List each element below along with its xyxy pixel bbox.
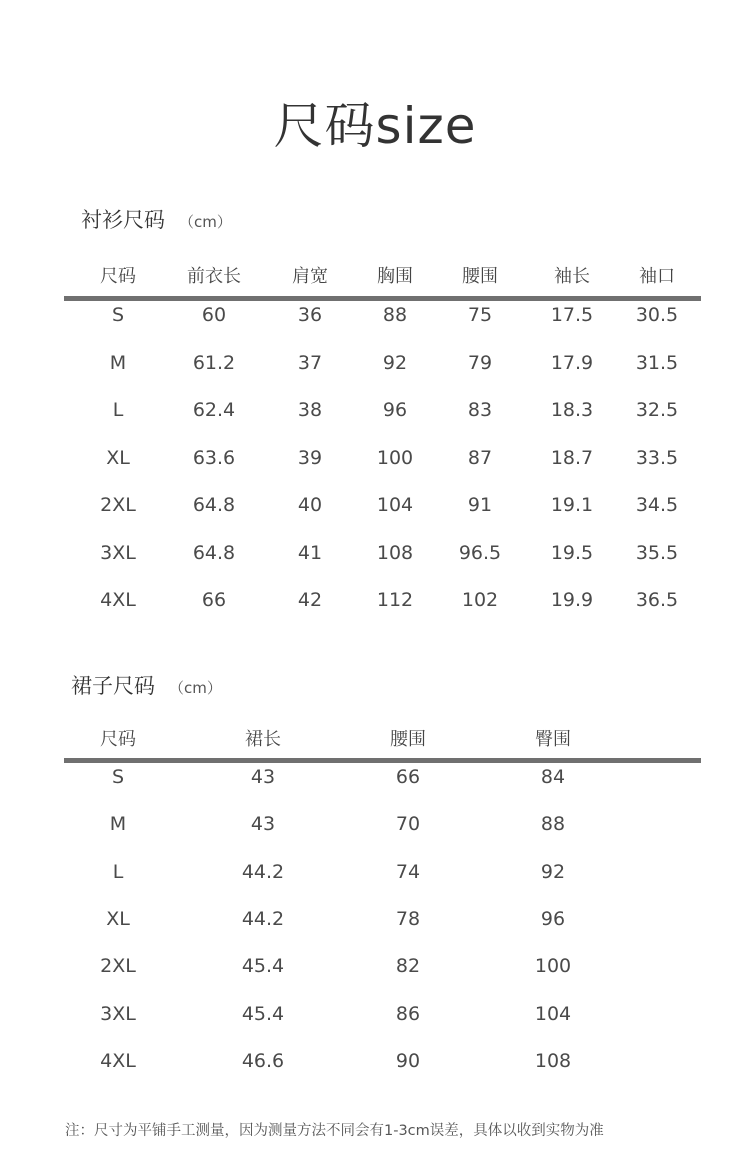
skirt-table-cell: 70 [395, 813, 421, 836]
shirt-table-cell: 112 [376, 589, 414, 611]
shirt-header-cell: 尺码 [100, 266, 136, 287]
shirt-title-text: 衬衫尺码 [81, 208, 165, 232]
shirt-table-cell: 39 [297, 446, 323, 469]
skirt-section-title [71, 670, 222, 700]
shirt-header-cell: 袖口 [639, 266, 675, 287]
shirt-table-cell: 41 [297, 541, 323, 564]
skirt-table-cell: M [109, 813, 127, 836]
shirt-table-cell: 64.8 [192, 541, 236, 564]
skirt-header-divider [64, 758, 701, 763]
shirt-table-cell: 19.1 [550, 494, 594, 516]
skirt-table-cell: 43 [250, 766, 276, 788]
skirt-table-cell: 90 [395, 1049, 421, 1072]
shirt-table-cell: 61.2 [192, 351, 236, 374]
skirt-table-cell: 46.6 [241, 1049, 285, 1072]
shirt-table-cell: 36 [297, 304, 323, 326]
skirt-table-cell: 78 [395, 907, 421, 930]
shirt-table-cell: 66 [201, 589, 227, 611]
shirt-table-cell: 38 [297, 399, 323, 421]
shirt-table-cell: 19.9 [550, 589, 594, 611]
shirt-table-cell: 91 [467, 494, 493, 516]
shirt-section-title [81, 204, 232, 234]
skirt-table-cell: 82 [395, 955, 421, 978]
skirt-table-cell: 96 [540, 907, 566, 930]
shirt-table-cell: 88 [382, 304, 408, 326]
skirt-header-cell: 腰围 [390, 729, 426, 750]
skirt-table-cell: 2XL [100, 955, 136, 978]
skirt-title-text: 裙子尺码 [71, 674, 155, 698]
shirt-table-cell: 30.5 [635, 304, 679, 326]
skirt-table-cell: 92 [540, 860, 566, 883]
shirt-header-cell: 袖长 [554, 266, 590, 287]
shirt-table-cell: 3XL [100, 541, 136, 564]
skirt-table-cell: 4XL [100, 1049, 136, 1072]
shirt-table-cell: XL [106, 446, 130, 469]
shirt-table-cell: 100 [376, 446, 414, 469]
skirt-header-cell: 尺码 [100, 729, 136, 750]
shirt-header-cell: 胸围 [377, 266, 413, 287]
measurement-note: 注：尺寸为平铺手工测量，因为测量方法不同会有1-3cm误差，具体以收到实物为准 [65, 1123, 604, 1139]
shirt-unit: （cm） [179, 213, 232, 231]
skirt-table-cell: 45.4 [241, 1002, 285, 1025]
skirt-header-cell: 臀围 [535, 729, 571, 750]
shirt-table-cell: 62.4 [192, 399, 236, 421]
shirt-table-cell: 34.5 [635, 494, 679, 516]
shirt-table-cell: 42 [297, 589, 323, 611]
skirt-table-cell: 44.2 [241, 907, 285, 930]
shirt-table-cell: 4XL [100, 589, 136, 611]
shirt-table-cell: 87 [467, 446, 493, 469]
shirt-table-cell: 18.7 [550, 446, 594, 469]
skirt-table-cell: 43 [250, 813, 276, 836]
shirt-table-cell: 96.5 [458, 541, 502, 564]
page-title: 尺码size [273, 97, 477, 155]
shirt-table-cell: 18.3 [550, 399, 594, 421]
shirt-header-divider [64, 296, 701, 301]
skirt-unit: （cm） [169, 679, 222, 697]
shirt-table-cell: 96 [382, 399, 408, 421]
shirt-table-cell: M [109, 351, 127, 374]
shirt-table-cell: 33.5 [635, 446, 679, 469]
shirt-table-cell: 17.9 [550, 351, 594, 374]
skirt-table-cell: 104 [534, 1002, 572, 1025]
skirt-header-cell: 裙长 [245, 729, 281, 750]
shirt-table-cell: 79 [467, 351, 493, 374]
skirt-table-cell: 100 [534, 955, 572, 978]
shirt-table-cell: 60 [201, 304, 227, 326]
skirt-table-cell: 86 [395, 1002, 421, 1025]
shirt-table-cell: 35.5 [635, 541, 679, 564]
shirt-header-cell: 肩宽 [292, 266, 328, 287]
skirt-table-cell: S [111, 766, 125, 788]
shirt-table-cell: 108 [376, 541, 414, 564]
shirt-table-cell: 63.6 [192, 446, 236, 469]
shirt-header-cell: 腰围 [462, 266, 498, 287]
skirt-table-cell: XL [106, 907, 130, 930]
skirt-table-cell: L [112, 860, 124, 883]
shirt-table-cell: 102 [461, 589, 499, 611]
shirt-table-cell: 36.5 [635, 589, 679, 611]
skirt-table-cell: 3XL [100, 1002, 136, 1025]
shirt-table-cell: 92 [382, 351, 408, 374]
shirt-table-cell: 32.5 [635, 399, 679, 421]
shirt-table-cell: 83 [467, 399, 493, 421]
shirt-table-cell: 2XL [100, 494, 136, 516]
shirt-table-cell: 75 [467, 304, 493, 326]
shirt-table-cell: L [112, 399, 124, 421]
shirt-table-cell: 19.5 [550, 541, 594, 564]
shirt-table-cell: 40 [297, 494, 323, 516]
shirt-table-cell: 37 [297, 351, 323, 374]
skirt-table-cell: 84 [540, 766, 566, 788]
shirt-header-cell: 前衣长 [187, 266, 241, 287]
shirt-table-cell: 17.5 [550, 304, 594, 326]
shirt-table-cell: 31.5 [635, 351, 679, 374]
skirt-table-cell: 44.2 [241, 860, 285, 883]
skirt-table-cell: 74 [395, 860, 421, 883]
shirt-table-cell: S [111, 304, 125, 326]
skirt-table-cell: 108 [534, 1049, 572, 1072]
shirt-table-cell: 64.8 [192, 494, 236, 516]
skirt-table-cell: 45.4 [241, 955, 285, 978]
skirt-table-cell: 88 [540, 813, 566, 836]
skirt-table-cell: 66 [395, 766, 421, 788]
shirt-table-cell: 104 [376, 494, 414, 516]
